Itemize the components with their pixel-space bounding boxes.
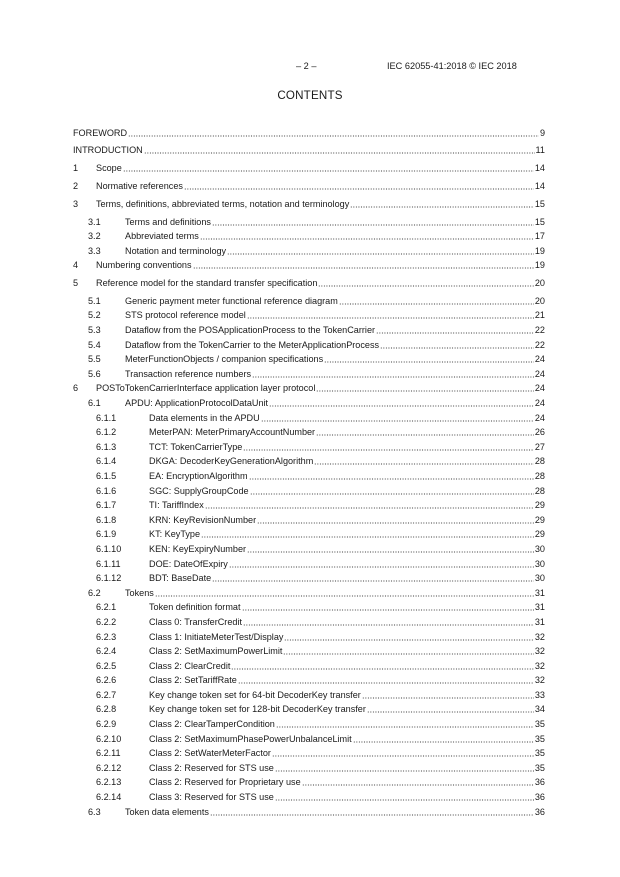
toc-entry-title: Key change token set for 64-bit DecoderKey transfer <box>149 689 361 700</box>
toc-entry-page: 27 <box>534 441 545 452</box>
toc-entry-title: EA: EncryptionAlgorithm <box>149 470 248 481</box>
toc-entry[interactable] <box>73 482 545 497</box>
toc-entry-title: Class 1: InitiateMeterTest/Display <box>149 631 284 642</box>
toc-entry[interactable] <box>73 274 545 289</box>
dot-leader <box>155 595 534 597</box>
dot-leader <box>212 580 534 582</box>
toc-entry-title: Class 2: ClearCredit <box>149 660 231 671</box>
toc-entry-title: KT: KeyType <box>149 529 201 540</box>
toc-entry-title: DKGA: DecoderKeyGenerationAlgorithm <box>149 456 314 467</box>
dot-leader <box>201 536 534 538</box>
dot-leader <box>318 285 533 287</box>
toc-entry-number: 5.5 <box>88 354 101 365</box>
toc-entry-page: 22 <box>534 325 545 336</box>
dot-leader <box>123 170 534 172</box>
toc-entry-number: 6.2.7 <box>96 689 117 700</box>
toc-entry-title: APDU: ApplicationProtocolDataUnit <box>125 398 269 408</box>
toc-entry-number: 3 <box>73 198 79 209</box>
toc-entry-page: 24 <box>534 368 545 379</box>
dot-leader <box>193 267 534 269</box>
toc-entry-page: 33 <box>534 689 545 700</box>
toc-entry-number: 6.2.4 <box>96 646 117 657</box>
dot-leader <box>210 814 534 816</box>
dot-leader <box>324 361 534 363</box>
toc-entry[interactable] <box>73 142 545 157</box>
toc-entry[interactable] <box>73 599 545 614</box>
toc-entry-page: 35 <box>534 762 545 773</box>
toc-entry[interactable] <box>73 774 545 789</box>
toc-entry-page: 32 <box>534 660 545 671</box>
dot-leader <box>247 317 534 319</box>
toc-entry[interactable] <box>73 177 545 192</box>
toc-entry-title: Class 2: SetMaximumPhasePowerUnbalanceLimit <box>149 733 352 744</box>
dot-leader <box>249 478 534 480</box>
toc-entry[interactable] <box>73 228 545 243</box>
toc-entry[interactable] <box>73 321 545 336</box>
toc-entry-page: 30 <box>534 543 545 554</box>
toc-entry-number: 6.1.10 <box>96 543 122 554</box>
toc-entry-title: Generic payment meter functional reference diagram <box>125 295 338 306</box>
toc-entry-page: 31 <box>534 602 545 613</box>
dot-leader <box>380 347 534 349</box>
dot-leader <box>302 784 534 786</box>
toc-entry-page: 24 <box>534 383 545 394</box>
toc-entry-page: 32 <box>534 646 545 657</box>
dot-leader <box>269 405 534 407</box>
dot-leader <box>243 449 534 451</box>
toc-entry-page: 19 <box>534 245 545 256</box>
toc-entry[interactable] <box>73 657 545 672</box>
toc-entry-page: 31 <box>534 587 545 598</box>
toc-entry[interactable] <box>73 788 545 803</box>
toc-entry[interactable] <box>73 526 545 541</box>
toc-entry-title: FOREWORD <box>73 127 128 138</box>
toc-entry-number: 6.1.11 <box>96 558 121 569</box>
toc-entry-page: 17 <box>534 231 545 242</box>
toc-entry-number: 6.1.3 <box>96 441 117 452</box>
toc-entry-number: 6.1.6 <box>96 485 117 496</box>
dot-leader <box>212 224 534 226</box>
toc-entry-page: 11 <box>535 145 545 156</box>
toc-entry[interactable] <box>73 497 545 512</box>
dot-leader <box>128 135 539 137</box>
dot-leader <box>367 711 534 713</box>
toc-entry-page: 24 <box>534 412 545 423</box>
toc-entry-number: 5 <box>73 278 79 289</box>
dot-leader <box>242 609 534 611</box>
toc-entry-title: Terms and definitions <box>125 216 211 227</box>
toc-entry-title: Token definition format <box>149 602 241 613</box>
toc-entry-number: 5.1 <box>88 295 101 306</box>
toc-entry-page: 24 <box>534 354 545 365</box>
toc-entry-title: KEN: KeyExpiryNumber <box>149 543 247 554</box>
dot-leader <box>284 639 533 641</box>
toc-entry[interactable] <box>73 540 545 555</box>
toc-entry-number: 3.3 <box>88 245 101 256</box>
toc-entry-number: 6.2 <box>88 587 101 598</box>
toc-entry-title: Class 2: SetWaterMeterFactor <box>149 748 271 759</box>
toc-entry[interactable] <box>73 242 545 257</box>
toc-entry-title: Terms, definitions, abbreviated terms, notation and terminology <box>96 198 350 209</box>
toc-entry-number: 3.1 <box>88 216 101 227</box>
toc-entry-page: 24 <box>534 398 545 408</box>
toc-entry-page: 29 <box>534 500 545 511</box>
dot-leader <box>252 376 534 378</box>
toc-entry-title: Class 0: TransferCredit <box>149 616 242 627</box>
toc-entry-page: 20 <box>534 295 545 306</box>
toc-entry-number: 6.2.11 <box>96 748 121 759</box>
toc-entry-number: 6.2.14 <box>96 792 122 803</box>
toc-entry-number: 4 <box>73 260 79 271</box>
toc-entry-title: Tokens <box>125 587 154 598</box>
toc-entry-number: 6.2.9 <box>96 719 117 730</box>
toc-entry[interactable] <box>73 292 545 307</box>
toc-entry-title: STS protocol reference model <box>125 310 246 321</box>
toc-entry-title: MeterFunctionObjects / companion specifications <box>125 354 324 365</box>
toc-entry[interactable] <box>73 307 545 322</box>
page-header <box>0 61 620 75</box>
toc-entry[interactable] <box>73 584 545 599</box>
toc-entry-title: Normative references <box>96 180 183 191</box>
toc-entry-title: Class 3: Reserved for STS use <box>149 792 274 803</box>
toc-entry-title: Dataflow from the TokenCarrier to the MeterApplicationProcess <box>125 339 380 350</box>
toc-entry-number: 6.2.3 <box>96 631 117 642</box>
toc-entry-number: 5.4 <box>88 339 101 350</box>
toc-entry[interactable] <box>73 672 545 687</box>
toc-entry[interactable] <box>73 628 545 643</box>
toc-entry[interactable] <box>73 730 545 745</box>
dot-leader <box>227 253 534 255</box>
toc-entry-page: 35 <box>534 748 545 759</box>
toc-entry-page: 29 <box>534 514 545 525</box>
toc-entry[interactable] <box>73 438 545 453</box>
dot-leader <box>184 188 534 190</box>
toc-entry-title: Reference model for the standard transfer specification <box>96 278 318 289</box>
toc-entry-title: Key change token set for 128-bit DecoderKey transfer <box>149 704 366 715</box>
dot-leader <box>272 755 534 757</box>
toc-entry-number: 6.1.5 <box>96 470 117 481</box>
toc-entry[interactable] <box>73 686 545 701</box>
toc-entry[interactable] <box>73 409 545 424</box>
toc-entry-number: 6.3 <box>88 806 101 817</box>
toc-entry-page: 26 <box>534 427 545 438</box>
dot-leader <box>316 390 534 392</box>
toc-entry[interactable] <box>73 555 545 570</box>
dot-leader <box>205 507 534 509</box>
toc-entry[interactable] <box>73 745 545 760</box>
dot-leader <box>276 726 534 728</box>
toc-entry[interactable] <box>73 701 545 716</box>
toc-entry-number: 1 <box>73 163 79 174</box>
toc-entry-number: 3.2 <box>88 231 101 242</box>
toc-entry[interactable] <box>73 160 545 175</box>
toc-entry-title: DOE: DateOfExpiry <box>149 558 228 569</box>
toc-entry-page: 28 <box>534 456 545 467</box>
toc-entry[interactable] <box>73 257 545 272</box>
dot-leader <box>250 493 534 495</box>
toc-entry-page: 9 <box>539 127 545 138</box>
toc-entry-page: 36 <box>534 806 545 817</box>
toc-entry-title: SGC: SupplyGroupCode <box>149 485 249 496</box>
toc-entry-page: 36 <box>534 777 545 788</box>
toc-entry-number: 6.1.9 <box>96 529 117 540</box>
toc-entry-page: 14 <box>534 180 545 191</box>
toc-entry-number: 6.1.4 <box>96 456 117 467</box>
toc-entry[interactable] <box>73 643 545 658</box>
toc-entry-number: 6.2.12 <box>96 762 122 773</box>
toc-entry-number: 6.2.1 <box>96 602 117 613</box>
dot-leader <box>231 668 534 670</box>
toc-entry-page: 32 <box>534 675 545 686</box>
toc-entry-number: 6.1.1 <box>96 412 117 423</box>
toc-entry-page: 35 <box>534 719 545 730</box>
toc-entry-page: 22 <box>534 339 545 350</box>
toc-entry-number: 5.3 <box>88 325 101 336</box>
toc-entry-title: TCT: TokenCarrierType <box>149 441 243 452</box>
dot-leader <box>353 741 534 743</box>
toc-entry-page: 34 <box>534 704 545 715</box>
toc-entry-title: INTRODUCTION <box>73 145 143 156</box>
toc-entry-number: 6.2.5 <box>96 660 117 671</box>
toc-entry-page: 20 <box>534 278 545 289</box>
page-title: CONTENTS <box>277 89 343 102</box>
toc-entry-title: Numbering conventions <box>96 260 192 271</box>
dot-leader <box>200 238 534 240</box>
toc-entry-number: 6.1.2 <box>96 427 117 438</box>
toc-entry[interactable] <box>73 613 545 628</box>
toc-entry[interactable] <box>73 759 545 774</box>
toc-entry-number: 6.1 <box>88 398 101 408</box>
page-number: – 2 – <box>296 61 317 71</box>
toc-entry-title: Notation and terminology <box>125 245 227 256</box>
toc-entry-title: Class 2: ClearTamperCondition <box>149 719 275 730</box>
toc-entry-title: TI: TariffIndex <box>149 500 204 511</box>
dot-leader <box>283 653 533 655</box>
toc-entry-page: 15 <box>534 198 545 209</box>
toc-entry-title: Class 2: SetTariffRate <box>149 675 237 686</box>
dot-leader <box>376 332 534 334</box>
dot-leader <box>275 799 534 801</box>
toc-entry[interactable] <box>73 715 545 730</box>
toc-entry-page: 29 <box>534 529 545 540</box>
toc-entry-title: Data elements in the APDU <box>149 412 260 423</box>
toc-entry-page: 21 <box>534 310 545 321</box>
toc-entry-number: 6.2.10 <box>96 733 122 744</box>
dot-leader <box>314 463 534 465</box>
toc-entry-page: 15 <box>534 216 545 227</box>
toc-entry-number: 6.1.12 <box>96 573 122 584</box>
toc-entry-page: 35 <box>534 733 545 744</box>
toc-entry-page: 30 <box>534 573 545 584</box>
toc-entry-page: 36 <box>534 792 545 803</box>
dot-leader <box>144 152 535 154</box>
toc-entry[interactable] <box>73 424 545 439</box>
toc-entry-title: MeterPAN: MeterPrimaryAccountNumber <box>149 427 316 438</box>
toc-entry-number: 6.2.6 <box>96 675 117 686</box>
toc-entry-number: 6 <box>73 383 79 394</box>
toc-entry-number: 6.1.8 <box>96 514 117 525</box>
toc-entry[interactable] <box>73 336 545 351</box>
toc-entry-number: 5.2 <box>88 310 101 321</box>
dot-leader <box>362 697 534 699</box>
toc-entry[interactable] <box>73 511 545 526</box>
dot-leader <box>316 434 534 436</box>
toc-entry[interactable] <box>73 124 545 139</box>
toc-entry-title: Transaction reference numbers <box>125 368 252 379</box>
dot-leader <box>275 770 534 772</box>
toc-entry[interactable] <box>73 380 545 395</box>
dot-leader <box>261 420 534 422</box>
toc-entry[interactable] <box>73 394 545 409</box>
dot-leader <box>238 682 534 684</box>
dot-leader <box>350 206 534 208</box>
toc-entry[interactable] <box>73 365 545 380</box>
toc-entry[interactable] <box>73 195 545 210</box>
toc-entry-page: 32 <box>534 631 545 642</box>
dot-leader <box>339 303 534 305</box>
toc-entry-page: 28 <box>534 470 545 481</box>
toc-entry-number: 6.2.13 <box>96 777 122 788</box>
toc-entry-page: 19 <box>534 260 545 271</box>
toc-entry[interactable] <box>73 570 545 585</box>
toc-entry-title: KRN: KeyRevisionNumber <box>149 514 257 525</box>
toc-entry[interactable] <box>73 213 545 228</box>
toc-entry-number: 2 <box>73 180 79 191</box>
toc-entry[interactable] <box>73 803 545 818</box>
toc-entry-number: 5.6 <box>88 368 101 379</box>
dot-leader <box>229 566 534 568</box>
toc-entry[interactable] <box>73 467 545 482</box>
standard-reference: IEC 62055-41:2018 © IEC 2018 <box>387 61 517 71</box>
toc-entry-title: Class 2: SetMaximumPowerLimit <box>149 646 283 657</box>
toc-entry-title: Abbreviated terms <box>125 231 199 242</box>
toc-entry-page: 30 <box>534 558 545 569</box>
dot-leader <box>257 522 534 524</box>
toc-entry-page: 14 <box>534 163 545 174</box>
table-of-contents <box>73 124 545 818</box>
toc-entry-page: 31 <box>534 616 545 627</box>
toc-entry-title: Dataflow from the POSApplicationProcess to the TokenCarrier <box>125 325 376 336</box>
toc-entry-title: Scope <box>96 163 122 174</box>
toc-entry-title: Class 2: Reserved for Proprietary use <box>149 777 301 788</box>
dot-leader <box>243 624 534 626</box>
toc-entry[interactable] <box>73 453 545 468</box>
toc-entry-page: 28 <box>534 485 545 496</box>
toc-entry-title: Class 2: Reserved for STS use <box>149 762 274 773</box>
dot-leader <box>247 551 534 553</box>
toc-entry[interactable] <box>73 351 545 366</box>
toc-entry-number: 6.2.8 <box>96 704 117 715</box>
toc-entry-number: 6.1.7 <box>96 500 117 511</box>
toc-entry-title: BDT: BaseDate <box>149 573 212 584</box>
toc-entry-title: POSToTokenCarrierInterface application layer protocol <box>96 383 316 394</box>
toc-entry-title: Token data elements <box>125 806 209 817</box>
toc-entry-number: 6.2.2 <box>96 616 117 627</box>
